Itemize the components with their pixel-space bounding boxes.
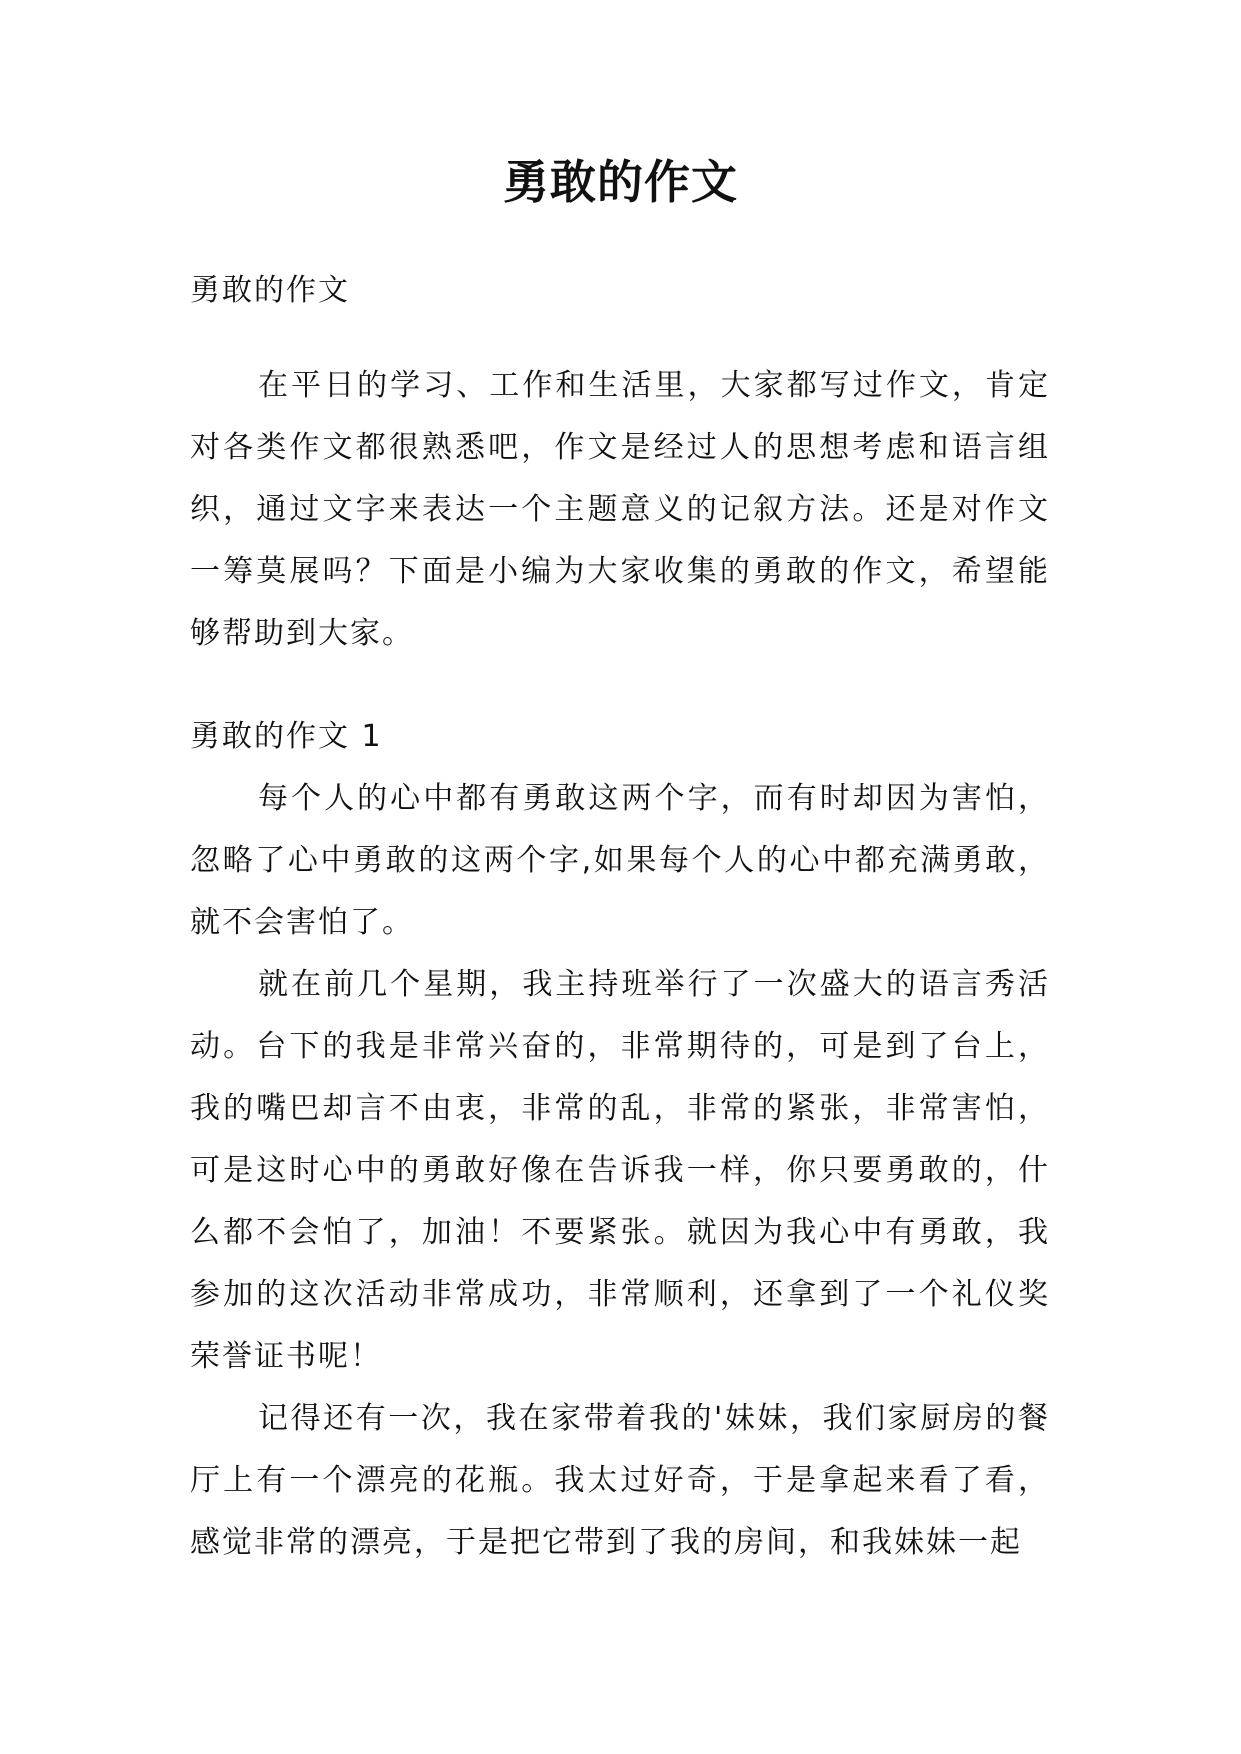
intro-section (190, 355, 1050, 665)
page-title: 勇敢的作文 (503, 155, 738, 209)
intro-paragraph: 在平日的学习、工作和生活里，大家都写过作文，肯定对各类作文都很熟悉吧，作文是经过人的思想考虑和语言组织，通过文字来表达一个主题意义的记叙方法。还是对作文一筹莫展吗？下面是小编为大家收集的勇敢的作文，希望能够帮助到大家。 (190, 368, 1050, 651)
essay-paragraph: 记得还有一次，我在家带着我的'妹妹，我们家厨房的餐厅上有一个漂亮的花瓶。我太过好奇，于是拿起来看了看，感觉非常的漂亮，于是把它带到了我的房间，和我妹妹一起 (190, 1401, 1050, 1560)
essay-paragraph: 就在前几个星期，我主持班举行了一次盛大的语言秀活动。台下的我是非常兴奋的，非常期待的，可是到了台上，我的嘴巴却言不由衷，非常的乱，非常的紧张，非常害怕，可是这时心中的勇敢好像在告诉我一样，你只要勇敢的，什么都不会怕了，加油！不要紧张。就因为我心中有勇敢，我参加的这次活动非常成功，非常顺利，还拿到了一个礼仪奖荣誉证书呢！ (190, 967, 1050, 1374)
essay-body (190, 768, 1050, 1574)
section-heading: 勇敢的作文 1 (190, 719, 383, 754)
essay-paragraph: 每个人的心中都有勇敢这两个字，而有时却因为害怕，忽略了心中勇敢的这两个字,如果每个人的心中都充满勇敢，就不会害怕了。 (190, 781, 1050, 940)
document-subtitle: 勇敢的作文 (190, 273, 350, 308)
